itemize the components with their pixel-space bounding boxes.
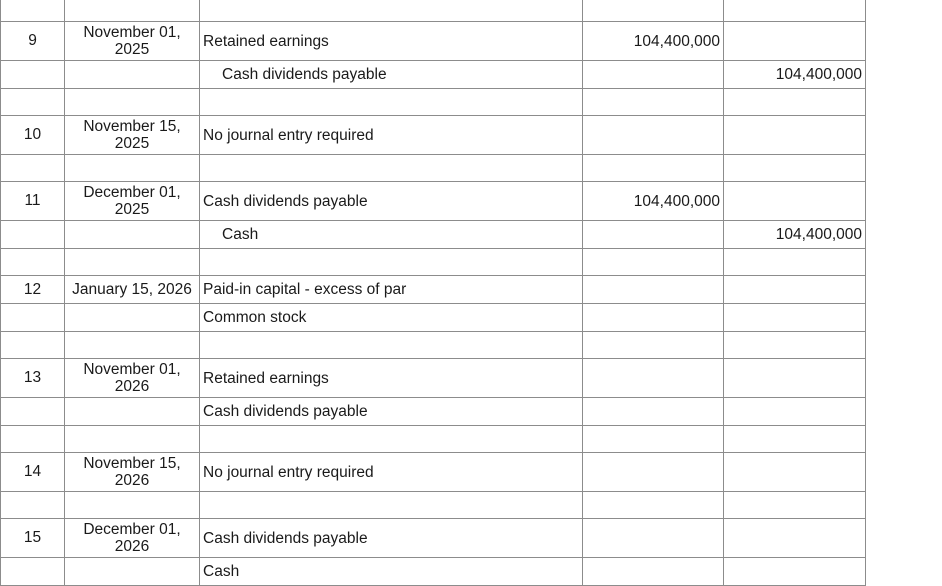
transaction-number-cell: 12 <box>1 276 65 304</box>
transaction-number-cell: 10 <box>1 116 65 155</box>
account-title-cell[interactable]: Paid-in capital - excess of par <box>200 276 583 304</box>
date-cell <box>65 426 200 453</box>
debit-cell[interactable] <box>583 221 724 249</box>
date-cell: December 01, 2025 <box>65 182 200 221</box>
transaction-number-cell: 11 <box>1 182 65 221</box>
transaction-number-cell: 14 <box>1 453 65 492</box>
debit-cell[interactable] <box>583 558 724 586</box>
credit-cell[interactable] <box>724 398 866 426</box>
date-cell: November 15, 2026 <box>65 453 200 492</box>
debit-cell[interactable] <box>583 398 724 426</box>
debit-cell[interactable]: 104,400,000 <box>583 22 724 61</box>
transaction-number-cell <box>1 221 65 249</box>
account-title-cell[interactable]: Cash dividends payable <box>200 182 583 221</box>
transaction-number-cell <box>1 249 65 276</box>
credit-cell[interactable]: 104,400,000 <box>724 221 866 249</box>
transaction-number-cell <box>1 492 65 519</box>
transaction-number-cell: 15 <box>1 519 65 558</box>
journal-row <box>1 89 866 116</box>
credit-cell[interactable] <box>724 332 866 359</box>
date-cell: November 15, 2025 <box>65 116 200 155</box>
date-cell <box>65 0 200 22</box>
date-cell <box>65 221 200 249</box>
date-cell: November 01, 2026 <box>65 359 200 398</box>
account-title-cell[interactable]: Cash dividends payable <box>200 519 583 558</box>
date-cell <box>65 89 200 116</box>
account-title-cell[interactable]: Retained earnings <box>200 359 583 398</box>
account-title-cell[interactable] <box>200 155 583 182</box>
account-title-cell[interactable]: Retained earnings <box>200 22 583 61</box>
journal-row-transaction-12 <box>1 276 866 304</box>
journal-row <box>1 221 866 249</box>
credit-cell[interactable] <box>724 492 866 519</box>
journal-entry-body <box>1 0 866 586</box>
date-cell <box>65 332 200 359</box>
journal-row-transaction-11 <box>1 182 866 221</box>
credit-cell[interactable] <box>724 359 866 398</box>
account-title-cell[interactable]: No journal entry required <box>200 116 583 155</box>
credit-cell[interactable] <box>724 453 866 492</box>
date-cell <box>65 304 200 332</box>
debit-cell[interactable] <box>583 61 724 89</box>
transaction-number-cell <box>1 0 65 22</box>
journal-row <box>1 304 866 332</box>
debit-cell[interactable] <box>583 89 724 116</box>
account-title-cell[interactable] <box>200 0 583 22</box>
debit-cell[interactable] <box>583 426 724 453</box>
date-cell <box>65 61 200 89</box>
journal-row-transaction-14 <box>1 453 866 492</box>
transaction-number-cell <box>1 398 65 426</box>
journal-row-transaction-15 <box>1 519 866 558</box>
transaction-number-cell <box>1 558 65 586</box>
account-title-cell[interactable]: Cash dividends payable <box>200 61 583 89</box>
debit-cell[interactable] <box>583 304 724 332</box>
debit-cell[interactable] <box>583 249 724 276</box>
debit-cell[interactable]: 104,400,000 <box>583 182 724 221</box>
transaction-number-cell <box>1 332 65 359</box>
date-cell <box>65 398 200 426</box>
debit-cell[interactable] <box>583 359 724 398</box>
date-cell <box>65 249 200 276</box>
transaction-number-cell <box>1 426 65 453</box>
debit-cell[interactable] <box>583 453 724 492</box>
transaction-number-cell: 13 <box>1 359 65 398</box>
date-cell <box>65 155 200 182</box>
debit-cell[interactable] <box>583 276 724 304</box>
credit-cell[interactable]: 104,400,000 <box>724 61 866 89</box>
credit-cell[interactable] <box>724 89 866 116</box>
debit-cell[interactable] <box>583 332 724 359</box>
journal-row <box>1 426 866 453</box>
credit-cell[interactable] <box>724 558 866 586</box>
credit-cell[interactable] <box>724 249 866 276</box>
date-cell: December 01, 2026 <box>65 519 200 558</box>
journal-row <box>1 492 866 519</box>
journal-row <box>1 558 866 586</box>
journal-row <box>1 332 866 359</box>
credit-cell[interactable] <box>724 426 866 453</box>
transaction-number-cell <box>1 89 65 116</box>
account-title-cell[interactable] <box>200 492 583 519</box>
transaction-number-cell <box>1 304 65 332</box>
credit-cell[interactable] <box>724 276 866 304</box>
credit-cell[interactable] <box>724 0 866 22</box>
debit-cell[interactable] <box>583 0 724 22</box>
account-title-cell[interactable] <box>200 89 583 116</box>
account-title-cell[interactable]: No journal entry required <box>200 453 583 492</box>
journal-row-transaction-13 <box>1 359 866 398</box>
account-title-cell[interactable]: Common stock <box>200 304 583 332</box>
account-title-cell[interactable]: Cash dividends payable <box>200 398 583 426</box>
credit-cell[interactable] <box>724 22 866 61</box>
journal-row <box>1 398 866 426</box>
journal-row <box>1 61 866 89</box>
credit-cell[interactable] <box>724 182 866 221</box>
debit-cell[interactable] <box>583 519 724 558</box>
credit-cell[interactable] <box>724 519 866 558</box>
date-cell: November 01, 2025 <box>65 22 200 61</box>
transaction-number-cell: 9 <box>1 22 65 61</box>
debit-cell[interactable] <box>583 155 724 182</box>
account-title-cell[interactable] <box>200 249 583 276</box>
date-cell <box>65 492 200 519</box>
journal-row <box>1 249 866 276</box>
journal-row <box>1 0 866 22</box>
transaction-number-cell <box>1 155 65 182</box>
account-title-cell[interactable] <box>200 426 583 453</box>
account-title-cell[interactable]: Cash <box>200 558 583 586</box>
debit-cell[interactable] <box>583 116 724 155</box>
account-title-cell[interactable] <box>200 332 583 359</box>
account-title-cell[interactable]: Cash <box>200 221 583 249</box>
credit-cell[interactable] <box>724 155 866 182</box>
journal-row-transaction-10 <box>1 116 866 155</box>
debit-cell[interactable] <box>583 492 724 519</box>
credit-cell[interactable] <box>724 116 866 155</box>
journal-row <box>1 155 866 182</box>
journal-row-transaction-9 <box>1 22 866 61</box>
credit-cell[interactable] <box>724 304 866 332</box>
transaction-number-cell <box>1 61 65 89</box>
date-cell: January 15, 2026 <box>65 276 200 304</box>
date-cell <box>65 558 200 586</box>
